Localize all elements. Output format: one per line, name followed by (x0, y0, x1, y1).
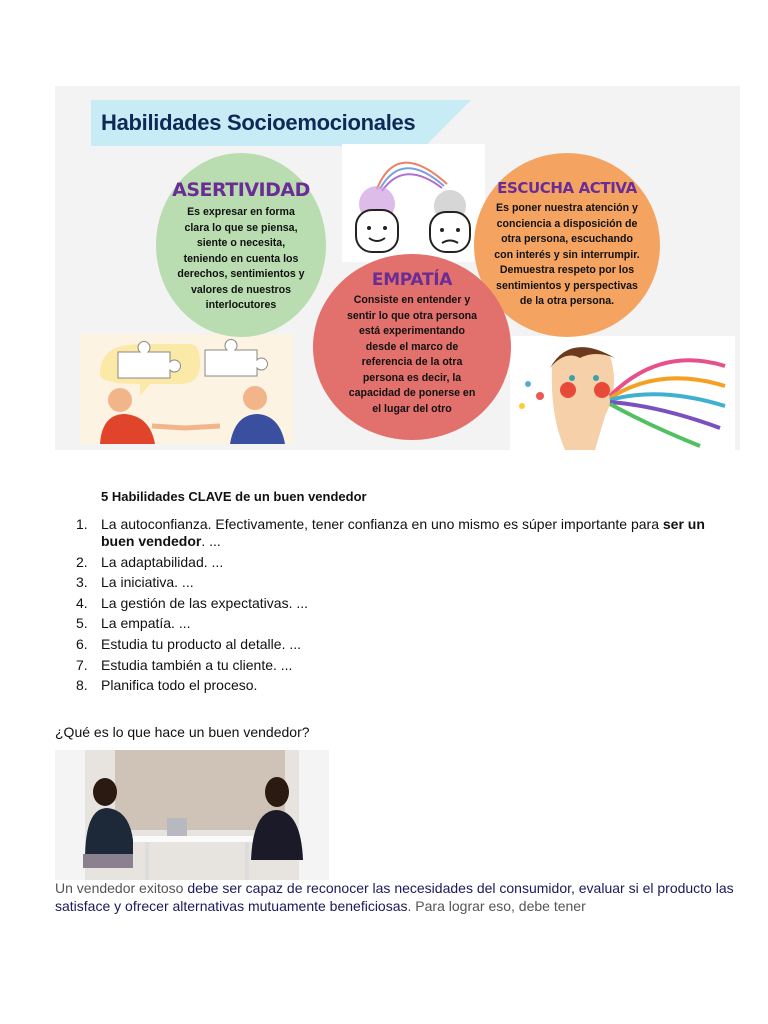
list-item: 6. Estudia tu producto al detalle. ... (76, 635, 302, 652)
list-item: 5. La empatía. ... (76, 615, 191, 632)
skills-list (76, 516, 716, 698)
listening-face-illustration (510, 336, 735, 450)
list-item: 8. Planifica todo el proceso. (76, 677, 258, 694)
asertividad-text: Es expresar en forma clara lo que se piensa, siente o necesita, teniendo en cuenta los derechos, sentimientos y valores de nuestros interlocutores (177, 206, 305, 311)
puzzle-people-illustration (80, 334, 293, 444)
thinking-heads-illustration (342, 144, 485, 262)
list-item: 3. La iniciativa. ... (76, 574, 194, 591)
summary-paragraph: Un vendedor exitoso debe ser capaz de reconocer las necesidades del consumidor, evaluar si el producto las satisface y ofrecer alternativas mutuamente beneficiosas. Para lograr eso, debe tener (55, 880, 734, 914)
empatia-bubble (313, 254, 511, 440)
infographic (55, 86, 740, 450)
section-heading: 5 Habilidades CLAVE de un buen vendedor (101, 489, 367, 504)
list-item: 2. La adaptabilidad. ... (76, 553, 224, 570)
infographic-title: Habilidades Socioemocionales (101, 110, 416, 135)
empatia-heading: EMPATÍA (371, 270, 453, 290)
list-item: 7. Estudia también a tu cliente. ... (76, 656, 293, 673)
list-item: 1. La autoconfianza. Efectivamente, tener confianza en uno mismo es súper importante para ser un buen vendedor. ... (76, 516, 705, 549)
escucha-activa-heading: ESCUCHA ACTIVA (497, 179, 637, 197)
list-item: 4. La gestión de las expectativas. ... (76, 594, 309, 611)
empatia-text: Consiste en entender y sentir lo que otra persona está experimentando desde el marco de referencia de la otra persona es decir, la capacidad de ponerse en el lugar del otro (346, 294, 478, 415)
meeting-photo (55, 750, 329, 880)
escucha-activa-text: Es poner nuestra atención y conciencia a disposición de otra persona, escuchando con interés y sin interrumpir. Demuestra respeto por los sentimientos y perspectivas de la otra persona. (494, 202, 640, 307)
question-text: ¿Qué es lo que hace un buen vendedor? (55, 724, 310, 740)
asertividad-bubble (156, 153, 326, 337)
asertividad-heading: ASERTIVIDAD (172, 179, 310, 201)
